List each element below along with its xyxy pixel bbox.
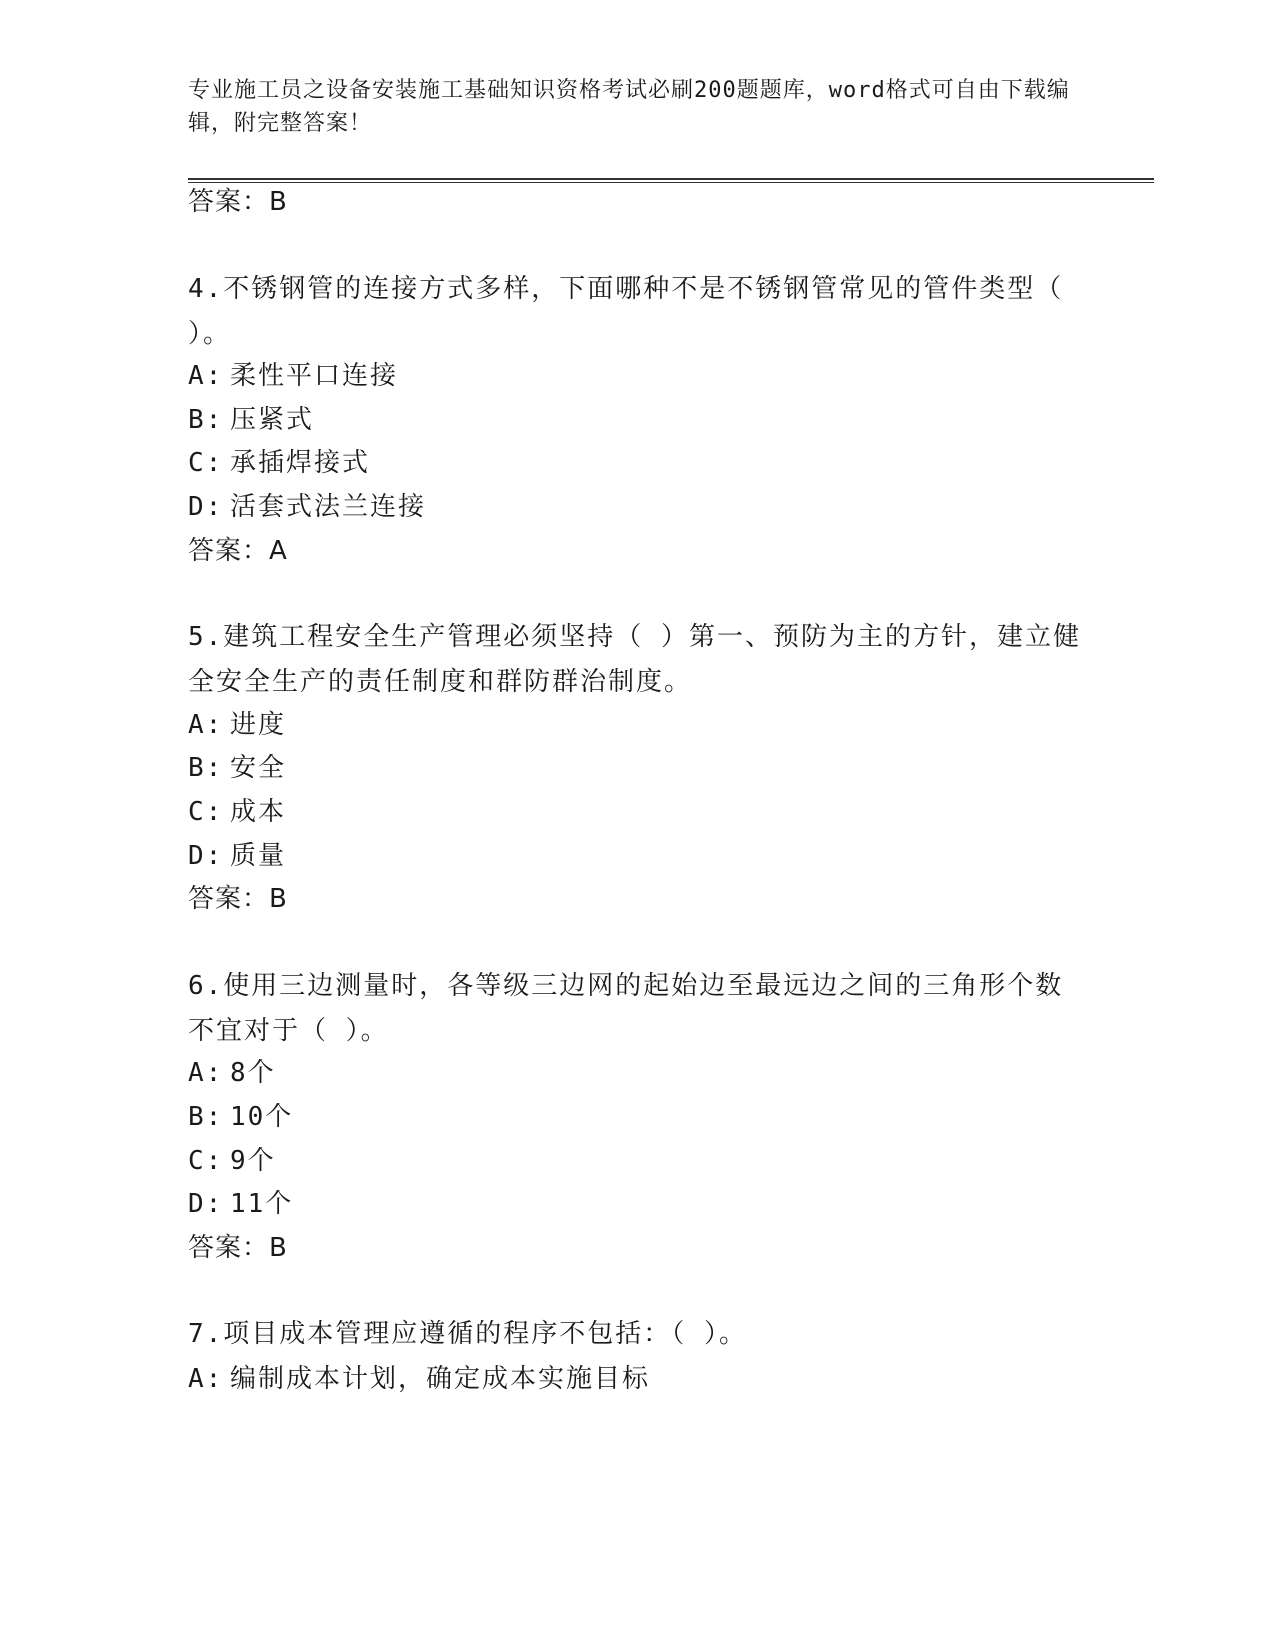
option-text: 编制成本计划，确定成本实施目标 bbox=[230, 1364, 651, 1394]
option-label: D: bbox=[188, 492, 224, 522]
option-text: 柔性平口连接 bbox=[230, 361, 399, 391]
answer-line: 答案：B bbox=[188, 884, 288, 914]
question-text: 5.建筑工程安全生产管理必须坚持（ ）第一、预防为主的方针，建立健全安全生产的责任制度和群防群治制度。 bbox=[188, 622, 1081, 697]
answer-line: 答案：B bbox=[188, 1233, 288, 1263]
option-item bbox=[188, 1100, 293, 1134]
option-item bbox=[188, 446, 370, 480]
option-text: 进度 bbox=[230, 710, 287, 740]
question-text: 7.项目成本管理应遵循的程序不包括：（ ）。 bbox=[188, 1319, 747, 1349]
option-label: D: bbox=[188, 1189, 224, 1219]
answer-line: 答案：B bbox=[188, 187, 288, 217]
question-text: 6.使用三边测量时，各等级三边网的起始边至最远边之间的三角形个数不宜对于（ ）。 bbox=[188, 971, 1064, 1046]
option-label: B: bbox=[188, 405, 224, 435]
option-item bbox=[188, 490, 426, 524]
option-text: 质量 bbox=[230, 841, 287, 871]
option-text: 8个 bbox=[230, 1058, 276, 1088]
option-label: A: bbox=[188, 710, 224, 740]
option-label: C: bbox=[188, 797, 224, 827]
question-text: 4.不锈钢管的连接方式多样，下面哪种不是不锈钢管常见的管件类型（ ）。 bbox=[188, 274, 1064, 349]
option-text: 11个 bbox=[230, 1189, 294, 1219]
option-item bbox=[188, 708, 286, 742]
answer-line: 答案：A bbox=[188, 536, 288, 566]
option-label: D: bbox=[188, 841, 224, 871]
option-item bbox=[188, 359, 398, 393]
option-text: 承插焊接式 bbox=[230, 448, 371, 478]
option-text: 10个 bbox=[230, 1102, 294, 1132]
option-label: B: bbox=[188, 1102, 224, 1132]
option-text: 9个 bbox=[230, 1146, 276, 1176]
header-divider bbox=[188, 178, 1154, 183]
option-text: 活套式法兰连接 bbox=[230, 492, 427, 522]
option-label: A: bbox=[188, 361, 224, 391]
option-label: A: bbox=[188, 1364, 224, 1394]
option-item bbox=[188, 839, 286, 873]
option-item bbox=[188, 1056, 276, 1090]
option-label: A: bbox=[188, 1058, 224, 1088]
option-label: C: bbox=[188, 1146, 224, 1176]
option-item bbox=[188, 795, 286, 829]
option-item bbox=[188, 1144, 276, 1178]
option-item bbox=[188, 1362, 650, 1396]
option-item bbox=[188, 751, 286, 785]
option-label: B: bbox=[188, 753, 224, 783]
option-text: 压紧式 bbox=[230, 405, 315, 435]
option-text: 安全 bbox=[230, 753, 287, 783]
option-label: C: bbox=[188, 448, 224, 478]
option-item bbox=[188, 1187, 293, 1221]
document-header: 专业施工员之设备安装施工基础知识资格考试必刷200题题库，word格式可自由下载编辑，附完整答案！ bbox=[188, 78, 1070, 136]
option-text: 成本 bbox=[230, 797, 287, 827]
option-item bbox=[188, 403, 314, 437]
